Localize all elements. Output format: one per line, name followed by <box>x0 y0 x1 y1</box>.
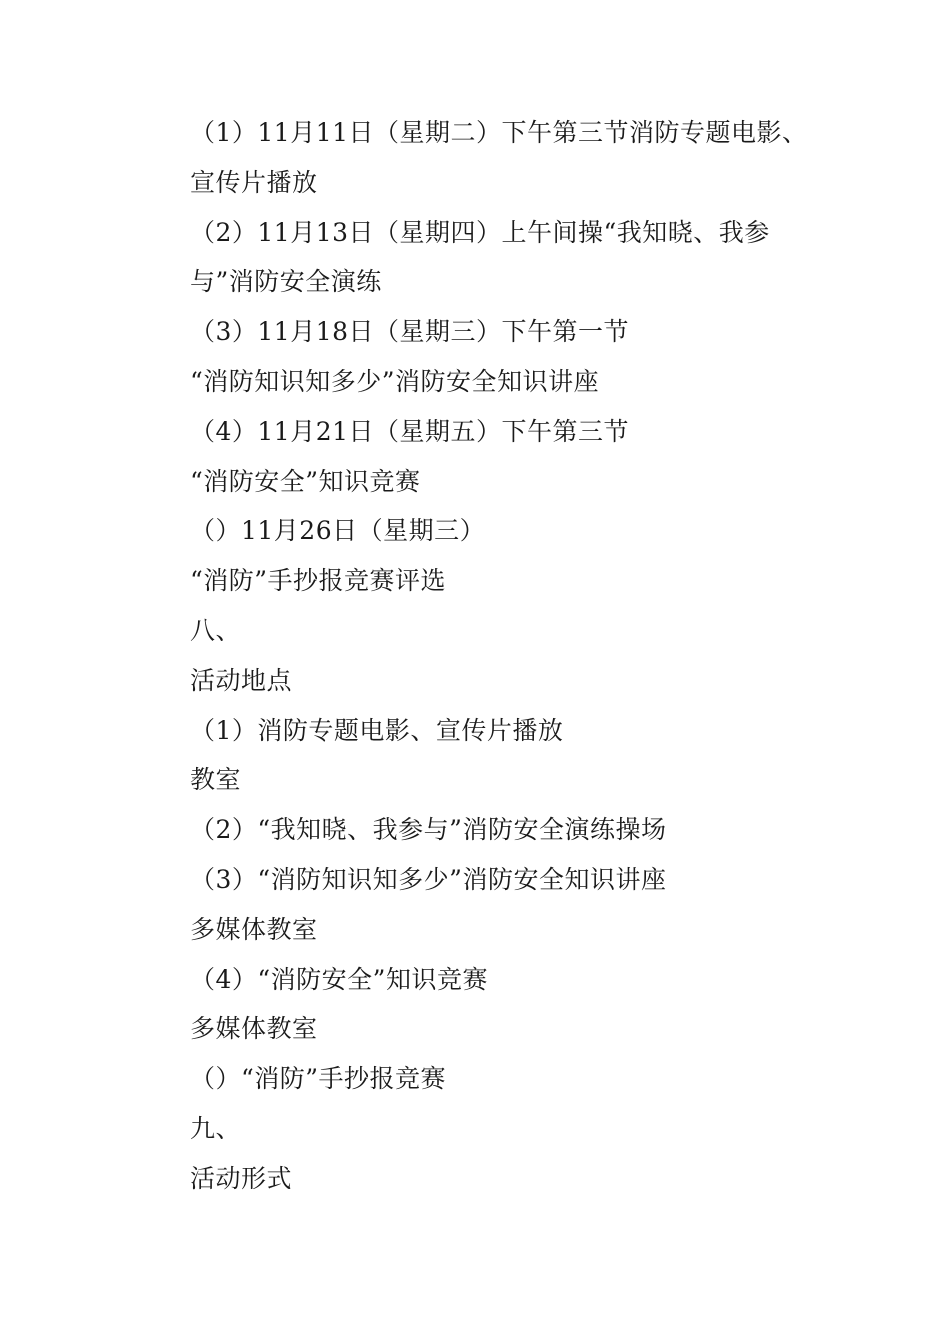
schedule-item-1-cont: 宣传片播放 <box>190 167 318 197</box>
location-item-1-place: 教室 <box>190 765 242 795</box>
schedule-item-5-cont: “消防”手抄报竞赛评选 <box>190 566 447 596</box>
schedule-item-3-cont: “消防知识知多少”消防安全知识讲座 <box>190 366 600 396</box>
location-item-2: （2）“我知晓、我参与”消防安全演练操场 <box>190 815 667 845</box>
schedule-item-3: （3）11月18日（星期三）下午第一节 <box>190 317 630 347</box>
section-8-heading: 活动地点 <box>190 665 293 695</box>
location-item-4: （4）“消防安全”知识竞赛 <box>190 964 488 994</box>
section-9-number: 九、 <box>190 1113 242 1143</box>
schedule-item-2: （2）11月13日（星期四）上午间操“我知晓、我参 <box>190 217 770 247</box>
section-8-number: 八、 <box>190 615 242 645</box>
schedule-item-2-cont: 与”消防安全演练 <box>190 267 382 297</box>
location-item-3-place: 多媒体教室 <box>190 914 318 944</box>
location-item-4-place: 多媒体教室 <box>190 1014 318 1044</box>
location-item-3: （3）“消防知识知多少”消防安全知识讲座 <box>190 864 667 894</box>
location-item-1: （1）消防专题电影、宣传片播放 <box>190 715 564 745</box>
schedule-item-4: （4）11月21日（星期五）下午第三节 <box>190 416 630 446</box>
schedule-item-4-cont: “消防安全”知识竞赛 <box>190 466 421 496</box>
location-item-5: （）“消防”手抄报竞赛 <box>190 1064 447 1094</box>
schedule-item-5: （）11月26日（星期三） <box>190 516 486 546</box>
document-body <box>190 108 810 1204</box>
schedule-item-1: （1）11月11日（星期二）下午第三节消防专题电影、 <box>190 118 808 147</box>
section-9-heading: 活动形式 <box>190 1163 293 1193</box>
